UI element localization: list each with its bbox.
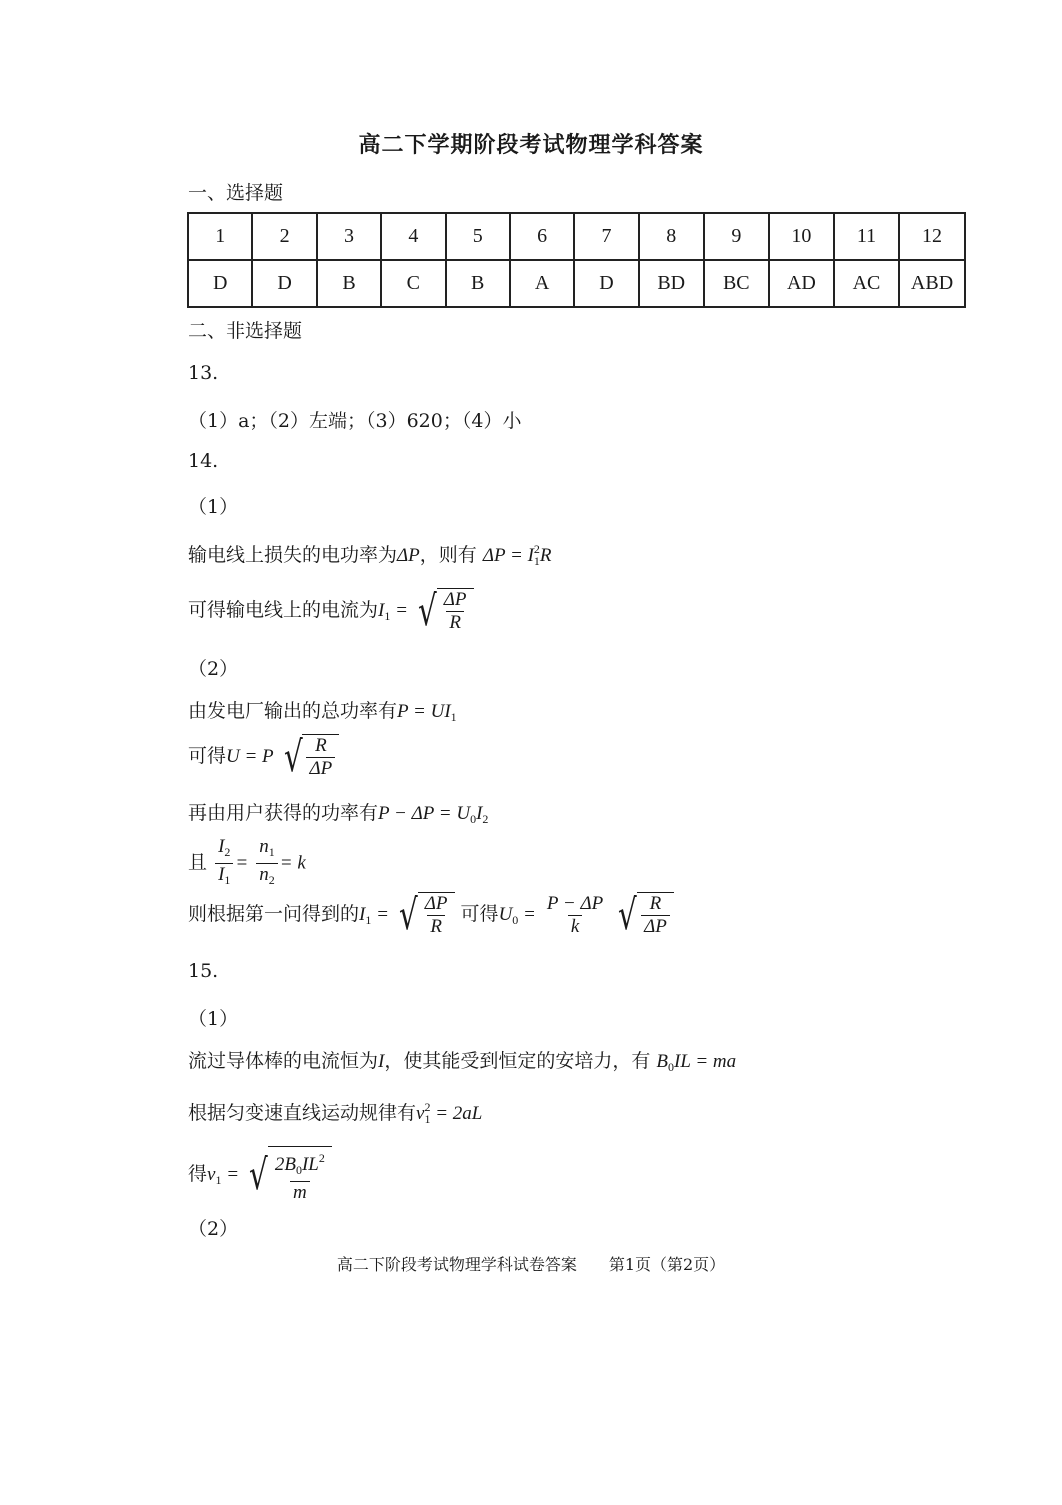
question-number: 5 <box>446 213 510 260</box>
answer-table <box>187 212 966 308</box>
question-number: 7 <box>574 213 638 260</box>
q15-part2-label: （2） <box>188 1218 239 1240</box>
q14-part1-label: （1） <box>188 496 239 518</box>
answer-cell: B <box>317 260 381 307</box>
q14-line-total-power: 由发电厂输出的总功率有$P = UI_1$ <box>188 700 457 724</box>
q14-line-voltage: 可得U = P √ $\frac{R}{\Delta P}$ <box>188 734 339 780</box>
question-number: 9 <box>704 213 769 260</box>
answer-cell: BC <box>704 260 769 307</box>
q14-number: 14. <box>188 450 219 472</box>
answer-cell: B <box>446 260 510 307</box>
page-title: 高二下学期阶段考试物理学科答案 <box>358 132 704 158</box>
q14-line-user-power: 再由用户获得的功率有$P - \Delta P = U_0I_2$ <box>188 802 489 826</box>
answer-cell: AC <box>834 260 899 307</box>
q13-number: 13. <box>188 362 219 384</box>
question-number: 2 <box>252 213 316 260</box>
answer-cell: D <box>574 260 638 307</box>
question-number: 10 <box>769 213 834 260</box>
formula-current-sqrt: √ $\frac{\Delta P}{R}$ <box>414 588 474 634</box>
answer-cell: ABD <box>899 260 965 307</box>
question-number-row <box>188 213 965 260</box>
answer-cell: AD <box>769 260 834 307</box>
formula-voltage-sqrt: √ $\frac{R}{\Delta P}$ <box>280 734 340 780</box>
q14-line-power-loss: 输电线上损失的电功率为ΔP，则有 $\Delta P = I_1^2R$ <box>188 542 552 568</box>
question-number: 4 <box>381 213 445 260</box>
answer-cell: BD <box>639 260 704 307</box>
section-choice-heading: 一、选择题 <box>188 182 284 204</box>
answer-cell: A <box>510 260 574 307</box>
answer-row <box>188 260 965 307</box>
q15-part1-label: （1） <box>188 1008 239 1030</box>
question-number: 1 <box>188 213 252 260</box>
question-number: 8 <box>639 213 704 260</box>
question-number: 3 <box>317 213 381 260</box>
q14-line-ratio: 且 $\frac{I_2}{I_1}$ = $\frac{n_1}{n_2}$ = k <box>188 836 306 891</box>
q15-line-velocity: 得$v_1$ = √ $\frac{2B_0IL^2}{m}$ <box>188 1146 332 1204</box>
q15-number: 15. <box>188 960 219 982</box>
q14-part2-label: （2） <box>188 658 239 680</box>
answer-cell: C <box>381 260 445 307</box>
answer-cell: D <box>252 260 316 307</box>
page-footer: 高二下阶段考试物理学科试卷答案 第1页（第2页） <box>336 1255 726 1274</box>
q15-line-force: 流过导体棒的电流恒为I，使其能受到恒定的安培力，有 $B_0IL$ = ma <box>188 1050 737 1074</box>
question-number: 6 <box>510 213 574 260</box>
q13-answer: （1）a；（2）左端；（3）620；（4）小 <box>188 410 522 432</box>
q14-line-final: 则根据第一问得到的$I_1$ = √ $\frac{\Delta P}{R}$ 可得$U_0$ = $\frac{P - \Delta P}{k}$ √ $\frac{R}{\Delta P}$ <box>188 892 674 938</box>
q15-line-kinematics: 根据匀变速直线运动规律有$v_1^2 = 2aL$ <box>188 1100 483 1126</box>
answer-cell: D <box>188 260 252 307</box>
formula-power-loss: $\Delta P = I_1^2R$ <box>482 542 552 568</box>
section-nonchoice-heading: 二、非选择题 <box>188 320 303 342</box>
question-number: 11 <box>834 213 899 260</box>
question-number: 12 <box>899 213 965 260</box>
q14-line-current: 可得输电线上的电流为$I_1$ = √ $\frac{\Delta P}{R}$ <box>188 588 474 634</box>
